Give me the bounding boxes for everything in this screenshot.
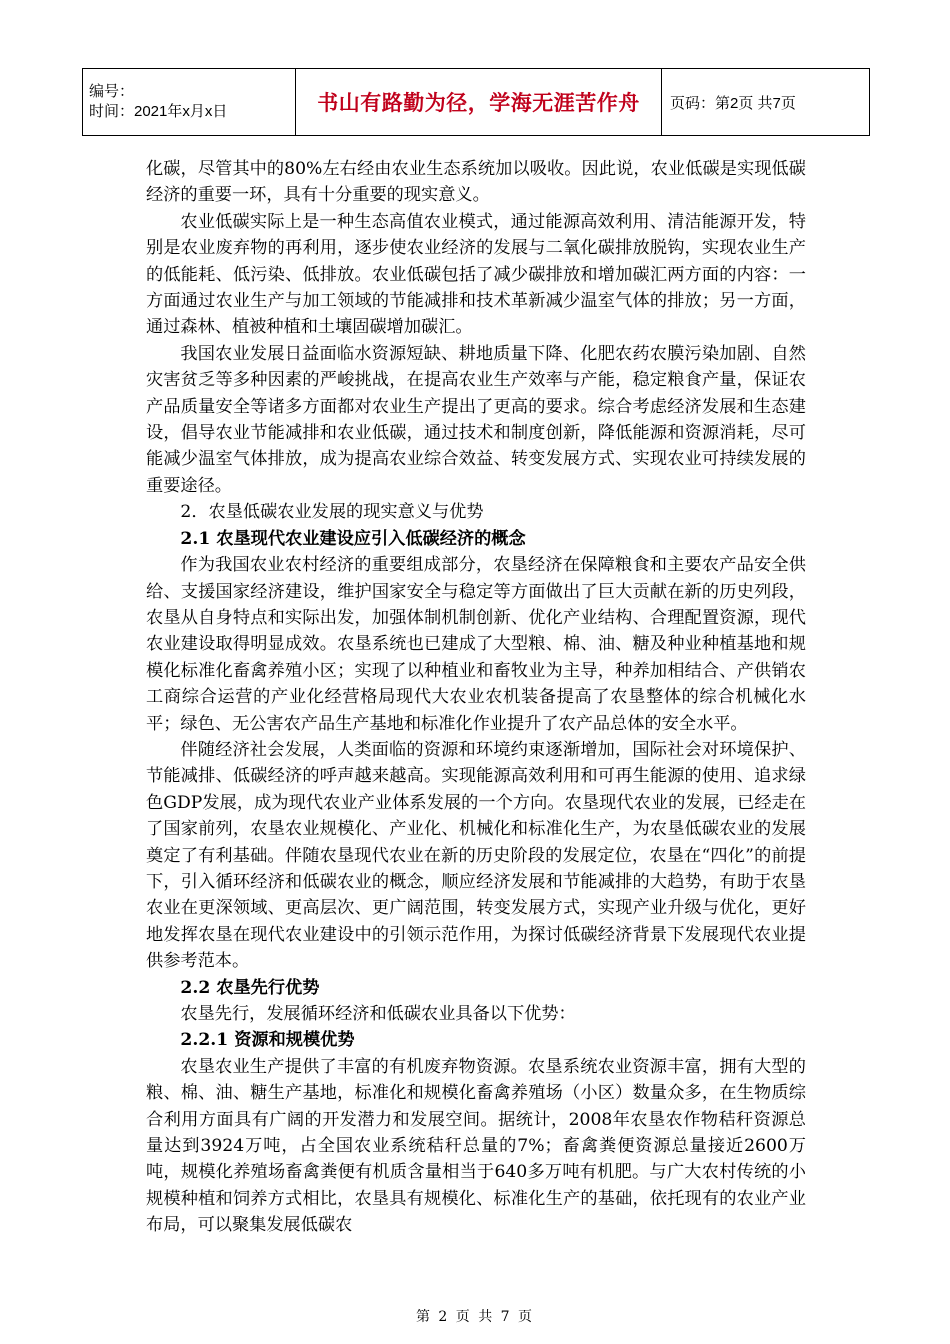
section-heading: 2.2 农垦先行优势 <box>180 977 320 998</box>
header-info-cell <box>83 69 296 136</box>
body-paragraph: 农垦先行，发展循环经济和低碳农业具备以下优势： <box>180 1004 576 1024</box>
document-time-label: 时间：2021年x月x日 <box>89 103 228 120</box>
body-paragraph: 我国农业发展日益面临水资源短缺、耕地质量下降、化肥农药农膜污染加剧、自然灾害贫乏等多种因素的严峻挑战，在提高农业生产效率与产能，稳定粮食产量，保证农产品质量安全等诸多方面都对农业生产提出了更高的要求。综合考虑经济发展和生态建设，倡导农业节能减排和农业低碳，通过技术和制度创新，降低能源和资源消耗，尽可能减少温室气体排放，成为提高农业综合效益、转变发展方式、实现农业可持续发展的重要途径。 <box>146 343 806 496</box>
header-page-label: 页码：第2页 共7页 <box>662 69 870 136</box>
page-footer: 第 2 页 共 7 页 <box>415 1309 535 1325</box>
document-body <box>146 156 806 1239</box>
body-paragraph: 化碳，尽管其中的80%左右经由农业生态系统加以吸收。因此说，农业低碳是实现低碳经济的重要一环，具有十分重要的现实意义。 <box>146 159 806 206</box>
header-motto: 书山有路勤为径，学海无涯苦作舟 <box>296 69 662 136</box>
body-paragraph: 农业低碳实际上是一种生态高值农业模式，通过能源高效利用、清洁能源开发，特别是农业废弃物的再利用，逐步使农业经济的发展与二氧化碳排放脱钩，实现农业生产的低能耗、低污染、低排放。农业低碳包括了减少碳排放和增加碳汇两方面的内容：一方面通过农业生产与加工领域的节能减排和技术革新减少温室气体的排放；另一方面，通过森林、植被种植和土壤固碳增加碳汇。 <box>146 211 806 338</box>
document-number-label: 编号： <box>89 83 135 100</box>
header-table <box>82 68 870 136</box>
section-heading: 2．农垦低碳农业发展的现实意义与优势 <box>180 502 484 523</box>
body-paragraph: 农垦农业生产提供了丰富的有机废弃物资源。农垦系统农业资源丰富，拥有大型的粮、棉、油、糖生产基地，标准化和规模化畜禽养殖场（小区）数量众多，在生物质综合利用方面具有广阔的开发潜力和发展空间。据统计，2008年农垦农作物秸秆资源总量达到3924万吨，占全国农业系统秸秆总量的7%；畜禽粪便资源总量接近2600万吨，规模化养殖场畜禽粪便有机质含量相当于640多万吨有机肥。与广大农村传统的小规模种植和饲养方式相比，农垦具有规模化、标准化生产的基础，依托现有的农业产业布局，可以聚集发展低碳农 <box>146 1056 806 1236</box>
body-paragraph: 作为我国农业农村经济的重要组成部分，农垦经济在保障粮食和主要农产品安全供给、支援国家经济建设，维护国家安全与稳定等方面做出了巨大贡献在新的历史列段，农垦从自身特点和实际出发，加强体制机制创新、优化产业结构、合理配置资源，现代农业建设取得明显成效。农垦系统也已建成了大型粮、棉、油、糖及种业种植基地和规模化标准化畜禽养殖小区；实现了以种植业和畜牧业为主导，种养加相结合、产供销农工商综合运营的产业化经营格局现代大农业农机装备提高了农垦整体的综合机械化水平；绿色、无公害农产品生产基地和标准化作业提升了农产品总体的安全水平。 <box>146 555 806 734</box>
section-heading: 2.2.1 资源和规模优势 <box>180 1030 355 1051</box>
body-paragraph: 伴随经济社会发展，人类面临的资源和环境约束逐渐增加，国际社会对环境保护、节能减排、低碳经济的呼声越来越高。实现能源高效利用和可再生能源的使用、追求绿色GDP发展，成为现代农业产业体系发展的一个方向。农垦现代农业的发展，已经走在了国家前列，农垦农业规模化、产业化、机械化和标准化生产，为农垦低碳农业的发展奠定了有利基础。伴随农垦现代农业在新的历史阶段的发展定位，农垦在“四化”的前提下，引入循环经济和低碳农业的概念，顺应经济发展和节能减排的大趋势，有助于农垦农业在更深领域、更高层次、更广阔范围，转变发展方式，实现产业升级与优化，更好地发挥农垦在现代农业建设中的引领示范作用，为探讨低碳经济背景下发展现代农业提供参考范本。 <box>146 739 806 972</box>
section-heading: 2.1 农垦现代农业建设应引入低碳经济的概念 <box>180 528 526 549</box>
